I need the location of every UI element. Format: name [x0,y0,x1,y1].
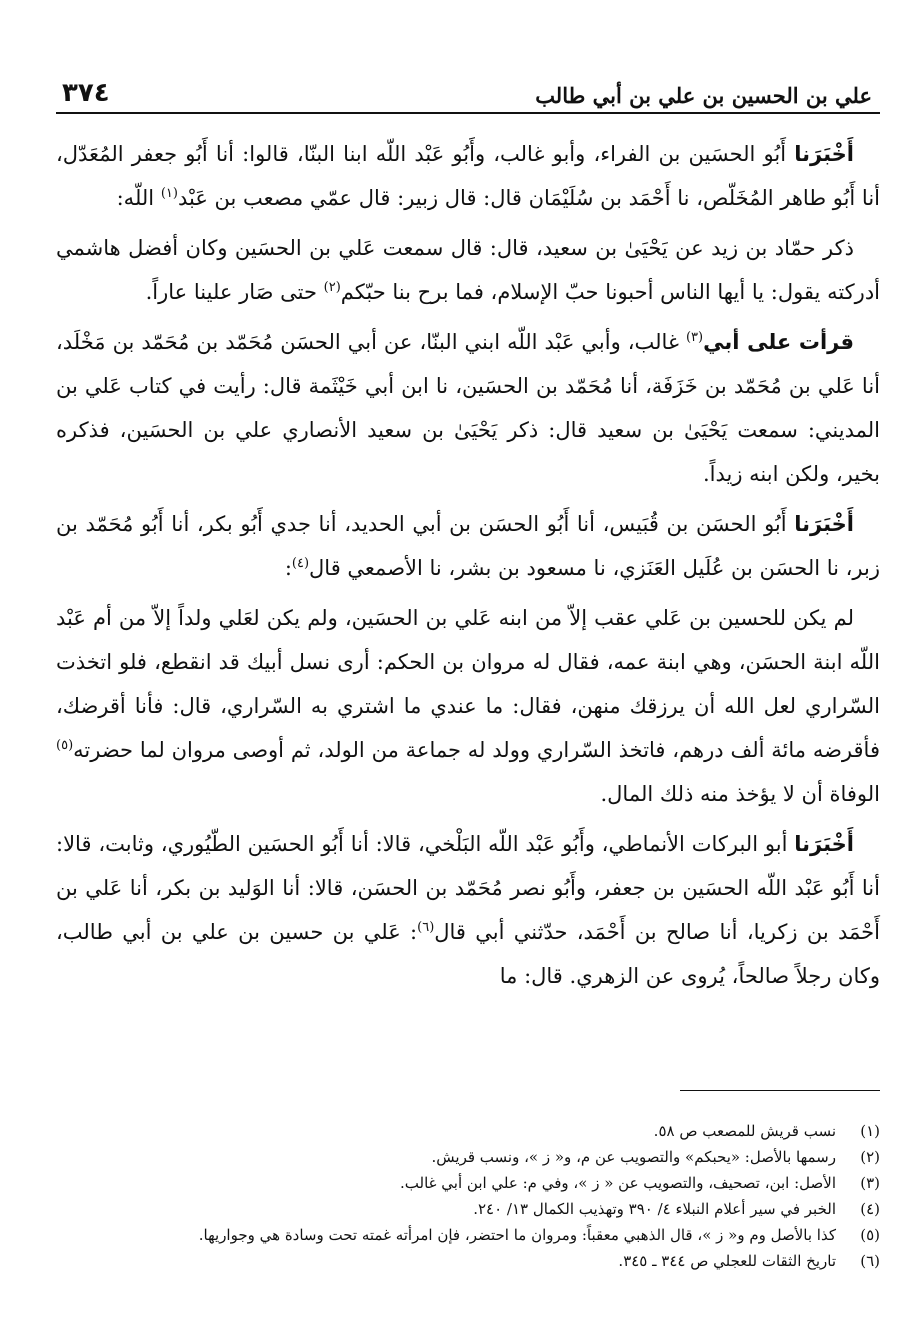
footnote-text: تاريخ الثقات للعجلي ص ٣٤٤ ـ ٣٤٥. [618,1252,836,1270]
footnote-number: (٢) [860,1148,880,1166]
footnote-ref: (٥) [56,738,74,753]
paragraph-tail: : [284,556,292,580]
paragraph-text: أَبُو الحسَين بن الفراء، وأبو غالب، وأَبُو عَبْد اللّه ابنا البنّا، قالوا: أنا أَبُو جعفر المُعَدّل، أنا أَبُو طاهر المُخَلّص، نا أَحْمَد بن سُلَيْمَان قال: قال زبير: قال عمّي مصعب بن عَبْد [56,142,880,210]
paragraph [56,132,880,220]
paragraph-tail: حتى صَار علينا عاراً. [145,280,324,304]
paragraph [56,320,880,496]
footnote [56,1144,880,1170]
footnote-number: (٥) [860,1226,880,1244]
paragraph [56,822,880,998]
paragraph [56,596,880,816]
footnote-number: (٦) [860,1252,880,1270]
footnote-divider [680,1090,880,1091]
footnote-ref: (١) [160,186,178,201]
footnote-text: رسمها بالأصل: «يحبكم» والتصويب عن م، و« ز »، ونسب قريش. [431,1148,836,1166]
paragraph-lead: أَخْبَرَنا [794,142,854,166]
paragraph-lead: قرأت على أبي [703,330,854,354]
paragraph-tail: غالب، وأبي عَبْد اللّه ابني البنّا، عن أبي الحسَن مُحَمّد بن مُحَمّد بن مَخْلَد، أنا عَلي بن مُحَمّد بن خَزَفَة، أنا مُحَمّد بن الحسَين، نا ابن أبي خَيْثَمة قال: رأيت في كتاب عَلي بن المديني: سمعت يَحْيَىٰ بن سعيد قال: ذكر يَحْيَىٰ بن سعيد الأنصاري علي بن الحسَين، فذكره بخير، ولكن ابنه زيداً. [56,330,880,486]
paragraph-text: لم يكن للحسين بن عَلي عقب إلاّ من ابنه عَلي بن الحسَين، ولم يكن لعَلي ولداً إلاّ من أم عَبْد اللّه ابنة الحسَن، وهي ابنة عمه، فقال له مروان بن الحكم: أرى نسل أبيك قد انقطع، فلو اتخذت السّراري لعل الله أن يرزقك منهن، فقال: ما عندي ما اشتري به السّراري، قال: فأنا أقرضك، فأقرضه مائة ألف درهم، فاتخذ السّراري وولد له جماعة من الولد، ثم أوصى مروان لما حضرته [56,606,880,762]
footnote [56,1222,880,1248]
footnote-number: (٤) [860,1200,880,1218]
footnote-text: كذا بالأصل وم و« ز »، قال الذهبي معقباً: ومروان ما احتضر، فإن امرأته غمته تحت وسادة هي وجواريها. [198,1226,836,1244]
paragraph-lead: أَخْبَرَنا [794,832,854,856]
footnote-ref: (٦) [417,920,435,935]
footnote [56,1196,880,1222]
footnote-text: الخبر في سير أعلام النبلاء ٤/ ٣٩٠ وتهذيب الكمال ١٣/ ٢٤٠. [473,1200,836,1218]
paragraph-lead: أَخْبَرَنا [794,512,854,536]
page-number: ٣٧٤ [62,78,110,108]
footnote-ref: (٢) [323,280,341,295]
paragraph-text: أَبُو الحسَن بن قُبَيس، أنا أَبُو الحسَن بن أبي الحديد، أنا جدي أَبُو بكر، أنا أَبُو مُحَمّد بن زبر، نا الحسَن بن عُلَيل العَنَزي، نا مسعود بن بشر، نا الأصمعي قال [56,512,880,580]
footnote [56,1170,880,1196]
footnote [56,1118,880,1144]
footnote-number: (٣) [860,1174,880,1192]
paragraph-tail: اللّه: [116,186,161,210]
footnote-ref: (٣) [685,330,704,345]
header-title: علي بن الحسين بن علي بن أبي طالب [535,83,872,108]
paragraph-tail: : عَلي بن حسين بن علي بن أبي طالب، وكان رجلاً صالحاً، يُروى عن الزهري. قال: ما [56,920,880,988]
paragraph-tail: الوفاة أن لا يؤخذ منه ذلك المال. [600,782,880,806]
paragraph-text: أبو البركات الأنماطي، وأَبُو عَبْد اللّه البَلْخي، قالا: أنا أَبُو الحسَين الطّيُوري، وثابت، قالا: أنا أَبُو عَبْد اللّه الحسَين بن جعفر، وأَبُو نصر مُحَمّد بن الحسَن، قالا: أنا الوَليد بن بكر، أنا عَلي بن أَحْمَد بن زكريا، أنا صالح بن أَحْمَد، حدّثني أبي قال [56,832,880,944]
footnote-ref: (٤) [291,556,310,571]
paragraph [56,226,880,314]
footnote-number: (١) [860,1122,880,1140]
footnote [56,1248,880,1274]
running-header [56,78,880,114]
footnote-text: الأصل: ابن، تصحيف، والتصويب عن « ز »، وفي م: علي ابن أبي غالب. [400,1174,836,1192]
footnotes [56,1118,880,1274]
main-text [56,132,880,998]
footnote-text: نسب قريش للمصعب ص ٥٨. [653,1122,836,1140]
paragraph [56,502,880,590]
paragraph-text: ذكر حمّاد بن زيد عن يَحْيَىٰ بن سعيد، قال: قال سمعت عَلي بن الحسَين وكان أفضل هاشمي أدركته يقول: يا أيها الناس أحبونا حبّ الإسلام، فما برح بنا حبّكم [56,236,880,304]
